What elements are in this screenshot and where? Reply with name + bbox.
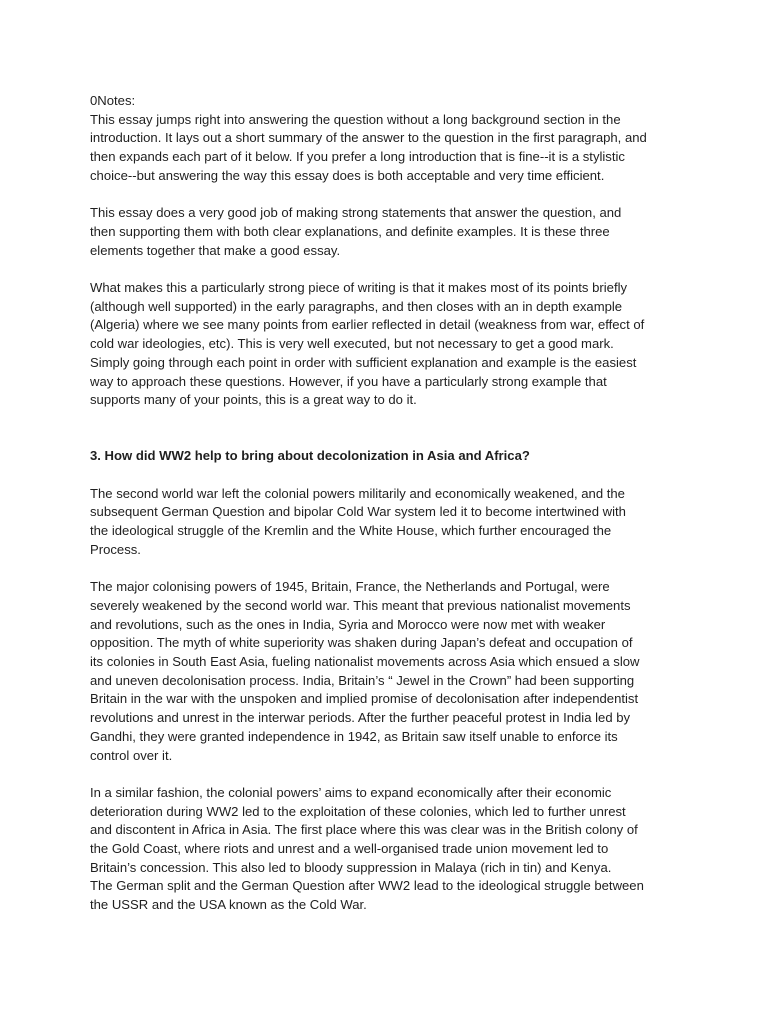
notes-paragraph: This essay does a very good job of making strong statements that answer the question, and then supporting them with both clear explanations, and definite examples. It is these three elements together that make a good essay. xyxy=(90,205,622,258)
notes-paragraph: What makes this a particularly strong piece of writing is that it makes most of its points briefly (although well supported) in the early paragraphs, and then closes with an in depth example (Algeria) where we see many points from earlier reflected in detail (weakness from war, effect of cold war ideologies, etc). This is very well executed, but not necessary to get a good mark. Simply going through each point in order with sufficient explanation and example is the easiest way to approach these questions. However, if you have a particularly strong example that supports many of your points, this is a great way to do it. xyxy=(90,280,645,408)
section-spacer xyxy=(90,410,690,447)
notes-paragraph: This essay jumps right into answering the question without a long background section in the introduction. It lays out a short summary of the answer to the question in the first paragraph, and then expands each part of it below. If you prefer a long introduction that is fine--it is a stylistic choice--but answering the way this essay does is both acceptable and very time efficient. xyxy=(90,111,647,183)
paragraph-spacer xyxy=(90,186,690,205)
paragraph-spacer xyxy=(90,260,690,279)
document-page xyxy=(90,92,690,915)
essay-paragraph: The major colonising powers of 1945, Britain, France, the Netherlands and Portugal, were severely weakened by the second world war. This meant that previous nationalist movements and revolutions, such as the ones in India, Syria and Morocco were now met with weaker opposition. The myth of white superiority was shaken during Japan’s defeat and occupation of its colonies in South East Asia, fueling nationalist movements across Asia which ensued a slow and uneven decolonisation process. India, Britain’s “ Jewel in the Crown” had been supporting Britain in the war with the unspoken and implied promise of decolonisation after independentist revolutions and unrest in the interwar periods. After the further peaceful protest in India led by Gandhi, they were granted independence in 1942, as Britain saw itself unable to enforce its control over it. xyxy=(90,579,640,763)
essay-paragraph: The second world war left the colonial powers militarily and economically weakened, and the subsequent German Question and bipolar Cold War system led it to become intertwined with the ideological struggle of the Kremlin and the White House, which further encouraged the Process. xyxy=(90,485,626,557)
question-heading: 3. How did WW2 help to bring about decolonization in Asia and Africa? xyxy=(90,448,530,464)
paragraph-spacer xyxy=(90,466,690,485)
notes-label: 0Notes: xyxy=(90,93,136,108)
paragraph-spacer xyxy=(90,560,690,579)
paragraph-spacer xyxy=(90,765,690,784)
essay-paragraph: In a similar fashion, the colonial powers’ aims to expand economically after their economic deterioration during WW2 led to the exploitation of these colonies, which led to further unrest and discontent in Africa in Asia. The first place where this was clear was in the British colony of the Gold Coast, where riots and unrest and a well-organised trade union movement led to Britain’s concession. This also led to bloody suppression in Malaya (rich in tin) and Kenya. The German split and the German Question after WW2 lead to the ideological struggle between the USSR and the USA known as the Cold War. xyxy=(90,784,644,913)
